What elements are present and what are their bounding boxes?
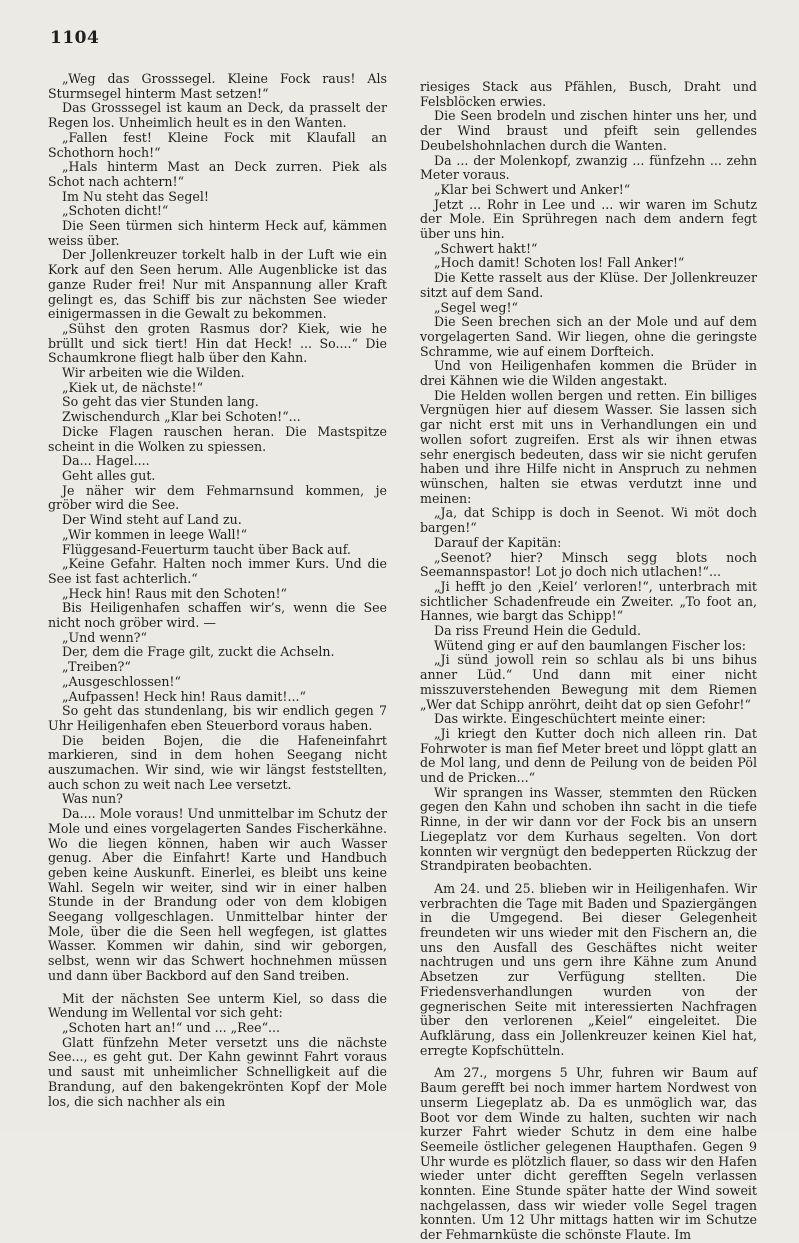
paragraph: „Weg das Grosssegel. Kleine Fock raus! Als Sturmsegel hinterm Mast setzen!“ <box>48 71 387 101</box>
paragraph: Das wirkte. Eingeschüchtert meinte einer: <box>434 711 706 727</box>
paragraph: „Klar bei Schwert und Anker!“ <box>434 181 631 197</box>
paragraph: „Ausgeschlossen!“ <box>62 673 181 689</box>
paragraph: Da ... der Molenkopf, zwanzig ... fünfzehn ... zehn Meter voraus. <box>420 152 757 183</box>
paragraph: „Ji kriegt den Kutter doch nich alleen rin. Dat Fohrwoter is man fief Meter breet und löppt glatt an de Mol lang, und denn de Peilung von de beiden Pöl und de Pricken...“ <box>420 725 757 786</box>
left-column <box>48 72 387 1109</box>
paragraph: Glatt fünfzehn Meter versetzt uns die nächste See..., es geht gut. Der Kahn gewinnt Fahrt voraus und saust mit unheimlicher Schnelligkeit auf die Brandung, auf den bakengekrönten Kopf der Mole los, die sich nachher als ein <box>48 1034 387 1109</box>
paragraph: „Ji hefft jo den ‚Keiel‘ verloren!“, unterbrach mit sichtlicher Schadenfreude ein Zweiter. „To foot an, Hannes, wie bargt das Schipp!“ <box>420 578 757 624</box>
paragraph: „Segel weg!“ <box>434 299 518 315</box>
paragraph: „Hoch damit! Schoten los! Fall Anker!“ <box>434 255 685 271</box>
paragraph: Jetzt ... Rohr in Lee und ... wir waren im Schutz der Mole. Ein Sprühregen nach dem andern fegt über uns hin. <box>420 196 757 242</box>
paragraph: riesiges Stack aus Pfählen, Busch, Draht und Felsblöcken erwies. <box>420 79 757 109</box>
paragraph: Wir sprangen ins Wasser, stemmten den Rücken gegen den Kahn und schoben ihn sacht in die tiefe Rinne, in der wir dann vor der Fock bis an unsern Liegeplatz vor dem Kurhaus segelten. Von dort konnten wir vergnügt den bedepperten Rückzug der Strandpiraten beobachten. <box>420 784 757 874</box>
paragraph: Bis Heiligenhafen schaffen wir’s, wenn die See nicht noch gröber wird. — <box>48 600 387 631</box>
paragraph: „Wir kommen in leege Wall!“ <box>62 526 248 542</box>
paragraph: „Heck hin! Raus mit den Schoten!“ <box>62 585 287 601</box>
paragraph: Die Kette rasselt aus der Klüse. Der Jollenkreuzer sitzt auf dem Sand. <box>420 270 757 300</box>
paragraph: Mit der nächsten See unterm Kiel, so dass die Wendung im Wellental vor sich geht: <box>48 990 387 1021</box>
paragraph: Geht alles gut. <box>62 467 156 483</box>
paragraph: Je näher wir dem Fehmarnsund kommen, je gröber wird die See. <box>48 482 387 513</box>
paragraph: Wütend ging er auf den baumlangen Fischer los: <box>434 637 746 653</box>
paragraph: „Fallen fest! Kleine Fock mit Klaufall an Schothorn hoch!“ <box>48 129 387 160</box>
page-number: 1104 <box>50 28 100 48</box>
paragraph: Die Seen brodeln und zischen hinter uns her, und der Wind braust und pfeift sein gellendes Deubelshohnlachen durch die Wanten. <box>420 108 757 153</box>
paragraph: Und von Heiligenhafen kommen die Brüder in drei Kähnen wie die Wilden angestakt. <box>420 358 757 389</box>
paragraph: „Treiben?“ <box>62 659 131 675</box>
paragraph: Wir arbeiten wie die Wilden. <box>62 365 245 381</box>
paragraph: „Kiek ut, de nächste!“ <box>62 379 204 395</box>
paragraph: Der Wind steht auf Land zu. <box>62 512 242 528</box>
paragraph: Darauf der Kapitän: <box>434 534 562 550</box>
paragraph: So geht das vier Stunden lang. <box>62 394 259 410</box>
paragraph: Das Grosssegel ist kaum an Deck, da prasselt der Regen los. Unheimlich heult es in den Wanten. <box>48 100 387 131</box>
paragraph: Da riss Freund Hein die Geduld. <box>434 623 641 639</box>
paragraph: Am 27., morgens 5 Uhr, fuhren wir Baum auf Baum gerefft bei noch immer hartem Nordwest von unserm Liegeplatz ab. Da es unmöglich war, das Boot vor dem Winde zu halten, suchten wir nach kurzer Fahrt wieder Schutz in dem eine halbe Seemeile östlicher gelegenen Haupthafen. Gegen 9 Uhr wurde es plötzlich flauer, so dass wir den Hafen wieder unter dicht gerefften Segeln verlassen konnten. Eine Stunde später hatte der Wind soweit nachgelassen, dass wir wieder volle Segel tragen konnten. Um 12 Uhr mittags hatten wir im Schutze der Fehmarnküste die schönste Flaute. Im <box>420 1065 757 1243</box>
paragraph: Flüggesand-Feuerturm taucht über Back auf. <box>62 541 351 557</box>
paragraph: „Ji sünd jowoll rein so schlau als bi uns bihus anner Lüd.“ Und dann mit einer nicht misszuverstehenden Bewegung mit dem Riemen „Wer dat Schipp anröhrt, deiht dat op sien Gefohr!“ <box>420 652 757 712</box>
paragraph: „Schwert hakt!“ <box>434 240 538 256</box>
paragraph: Am 24. und 25. blieben wir in Heiligenhafen. Wir verbrachten die Tage mit Baden und Spaziergängen in die Umgegend. Bei dieser Gelegenheit freundeten wir uns wieder mit den Fischern an, die uns den Ausfall des Geschäftes nicht weiter nachtrugen und uns gern ihre Kähne zum Anund Absetzen zur Verfügung stellten. Die Friedensverhandlungen wurden von der gegnerischen Seite mit interessierten Nachfragen über den verlorenen „Keiel“ eingeleitet. Die Aufklärung, dass ein Jollenkreuzer keinen Kiel hat, erregte Kopfschütteln. <box>420 880 757 1058</box>
paragraph: So geht das stundenlang, bis wir endlich gegen 7 Uhr Heiligenhafen eben Steuerbord voraus haben. <box>48 703 387 733</box>
paragraph: Zwischendurch „Klar bei Schoten!“... <box>62 409 301 425</box>
paragraph: Im Nu steht das Segel! <box>62 188 209 204</box>
paragraph: „Keine Gefahr. Halten noch immer Kurs. Und die See ist fast achterlich.“ <box>48 556 387 586</box>
paragraph: Die beiden Bojen, die die Hafeneinfahrt markieren, sind in dem hohen Seegang nicht auszumachen. Wir sind, wie wir längst feststellten, auch schon zu weit nach Lee versetzt. <box>48 732 387 792</box>
paragraph: „Ja, dat Schipp is doch in Seenot. Wi möt doch bargen!“ <box>420 505 757 536</box>
paragraph: Dicke Flagen rauschen heran. Die Mastspitze scheint in die Wolken zu spiessen. <box>48 423 387 454</box>
paragraph: Da.... Mole voraus! Und unmittelbar im Schutz der Mole und eines vorgelagerten Sandes Fischerkähne. Wo die liegen können, haben wir auch Wasser genug. Aber die Einfahrt! Karte und Handbuch geben keine Auskunft. Einerlei, es bleibt uns keine Wahl. Segeln wir weiter, sind wir in einer halben Stunde in der Brandung oder von dem klobigen Seegang vollgeschlagen. Unmittelbar hinter der Mole, über die die Seen hell wegfegen, ist glattes Wasser. Kommen wir dahin, sind wir geborgen, selbst, wenn wir das Schwert hochnehmen müssen und dann über Backbord auf den Sand treiben. <box>48 806 387 983</box>
paragraph: „Aufpassen! Heck hin! Raus damit!...“ <box>62 688 306 704</box>
paragraph: Die Helden wollen bergen und retten. Ein billiges Vergnügen hier auf diesem Wasser. Sie lassen sich gar nicht erst mit uns in Verhandlungen ein und wollen sofort zugreifen. Erst als wir ihnen etwas sehr energisch bedeuten, dass wir sie nicht gerufen haben und ihre Hilfe nicht in Anspruch zu nehmen wünschen, halten sie etwas verdutzt inne und meinen: <box>420 387 757 506</box>
paragraph: „Schoten hart an!“ und ... „Ree“... <box>62 1020 281 1035</box>
paragraph: Die Seen brechen sich an der Mole und auf dem vorgelagerten Sand. Wir liegen, ohne die geringste Schramme, wie auf einem Dorfteich. <box>420 314 757 359</box>
right-column <box>420 80 757 1243</box>
paragraph: Der, dem die Frage gilt, zuckt die Achseln. <box>62 644 335 660</box>
paragraph: Da... Hagel.... <box>62 453 150 469</box>
paragraph: Was nun? <box>62 791 123 807</box>
paragraph: Die Seen türmen sich hinterm Heck auf, kämmen weiss über. <box>48 218 387 248</box>
paragraph: „Sühst den groten Rasmus dor? Kiek, wie he brüllt und sick tiert! Hin dat Heck! ... So....“ Die Schaumkrone fliegt halb über den Kahn. <box>48 320 387 366</box>
paragraph: „Seenot? hier? Minsch segg blots noch Seemannspastor! Lot jo doch nich utlachen!“... <box>420 549 757 580</box>
paragraph: „Hals hinterm Mast an Deck zurren. Piek als Schot nach achtern!“ <box>48 159 387 189</box>
paragraph: „Schoten dicht!“ <box>62 203 169 219</box>
paragraph: „Und wenn?“ <box>62 629 147 645</box>
paragraph: Der Jollenkreuzer torkelt halb in der Luft wie ein Kork auf den Seen herum. Alle Augenblicke ist das ganze Ruder frei! Nur mit Anspannung aller Kraft gelingt es, das Schiff bis zur nächsten See wieder einigermassen in die Gewalt zu bekommen. <box>48 247 387 322</box>
